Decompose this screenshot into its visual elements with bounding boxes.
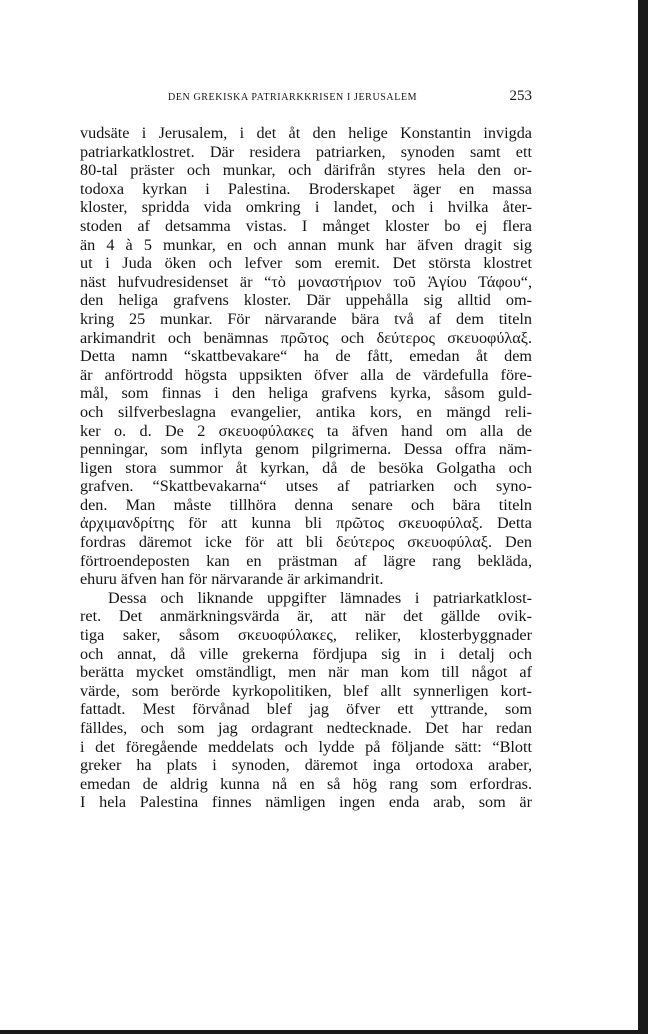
running-title: DEN GREKISKA PATRIARKKRISEN I JERUSALEM <box>168 92 418 103</box>
text-line: näst hufvudresidenset är “τὸ μοναστήριον τοῦ Ἁγίου Τάφου“, <box>80 272 532 291</box>
text-line: än 4 à 5 munkar, en och annan munk har äfven dragit sig <box>80 235 532 254</box>
text-line: ker o. d. De 2 σκευοφύλακες ta äfven hand om alla de <box>80 421 532 440</box>
text-line: fordras däremot icke för att bli δεύτερος σκευοφύλαξ. Den <box>80 533 532 552</box>
text-line-paragraph-start: Dessa och liknande uppgifter lämnades i patriarkatklost- <box>108 588 532 607</box>
text-line: I hela Palestina finnes nämligen ingen enda arab, som är <box>80 793 532 812</box>
text-line: patriarkatklostret. Där residera patriarken, synoden samt ett <box>80 142 532 161</box>
text-line: tiga saker, såsom σκευοφύλακες, reliker, klosterbyggnader <box>80 626 532 645</box>
text-line: och silfverbeslagna evangelier, antika kors, en mängd reli- <box>80 402 532 421</box>
text-line: ut i Juda öken och lefver som eremit. Det största klostret <box>80 254 532 273</box>
text-line: kloster, spridda vida omkring i landet, och i hvilka åter- <box>80 198 532 217</box>
text-line: ret. Det anmärkningsvärda är, att när det gällde ovik- <box>80 607 532 626</box>
text-line: kring 25 munkar. För närvarande bära två af dem titeln <box>80 309 532 328</box>
page-number: 253 <box>509 88 532 104</box>
text-line: ligen stora summor åt kyrkan, då de besöka Golgatha och <box>80 458 532 477</box>
body-text <box>80 124 532 812</box>
text-line: vudsäte i Jerusalem, i det åt den helige Konstantin invigda <box>80 124 532 142</box>
text-line-paragraph-end: ehuru äfven han för närvarande är arkimandrit. <box>80 570 384 589</box>
text-line: ἀρχιμανδρίτης för att kunna bli πρῶτος σκευοφύλαξ. Detta <box>80 514 532 533</box>
text-line: fattadt. Mest förvånad blef jag öfver ett yttrande, som <box>80 700 532 719</box>
text-line: 80-tal präster och munkar, och därifrån styres hela den or- <box>80 161 532 180</box>
text-line: emedan de aldrig kunna nå en så hög rang som erfordras. <box>80 774 532 793</box>
text-line: Detta namn “skattbevakare“ ha de fått, emedan åt dem <box>80 347 532 366</box>
text-line: stoden af detsamma vistas. I månget kloster bo ej flera <box>80 216 532 235</box>
running-head <box>80 88 532 108</box>
text-line: och annat, då ville grekerna fördjupa sig in i detalj och <box>80 644 532 663</box>
text-line: penningar, som inflyta genom pilgrimerna. Dessa offra näm- <box>80 440 532 459</box>
text-line: mål, som finnas i den heliga grafvens kyrka, såsom guld- <box>80 384 532 403</box>
page-edge-shadow-bottom <box>0 1030 648 1034</box>
text-line: todoxa kyrkan i Palestina. Broderskapet äger en massa <box>80 179 532 198</box>
text-line: värde, som berörde kyrkopolitiken, blef allt synnerligen kort- <box>80 681 532 700</box>
text-line: arkimandrit och benämnas πρῶτος och δεύτερος σκευοφύλαξ. <box>80 328 532 347</box>
text-line: är anförtrodd högsta uppsikten öfver alla de värdefulla före- <box>80 365 532 384</box>
text-line: den. Man måste tillhöra denna senare och bära titeln <box>80 495 532 514</box>
text-line: berätta mycket omständligt, men när man kom till något af <box>80 663 532 682</box>
text-line: fälldes, och som jag ordagrant nedtecknade. Det har redan <box>80 719 532 737</box>
text-line: greker ha plats i synoden, däremot inga ortodoxa araber, <box>80 756 532 775</box>
text-line: i det föregående meddelats och lydde på följande sätt: “Blott <box>80 737 532 756</box>
text-line: förtroendeposten kan en prästman af lägre rang bekläda, <box>80 551 532 570</box>
text-line: den heliga grafvens kloster. Där uppehålla sig alltid om- <box>80 291 532 310</box>
page-edge-shadow-right <box>638 0 648 1034</box>
text-line: grafven. “Skattbevakarna“ utses af patriarken och syno- <box>80 477 532 496</box>
